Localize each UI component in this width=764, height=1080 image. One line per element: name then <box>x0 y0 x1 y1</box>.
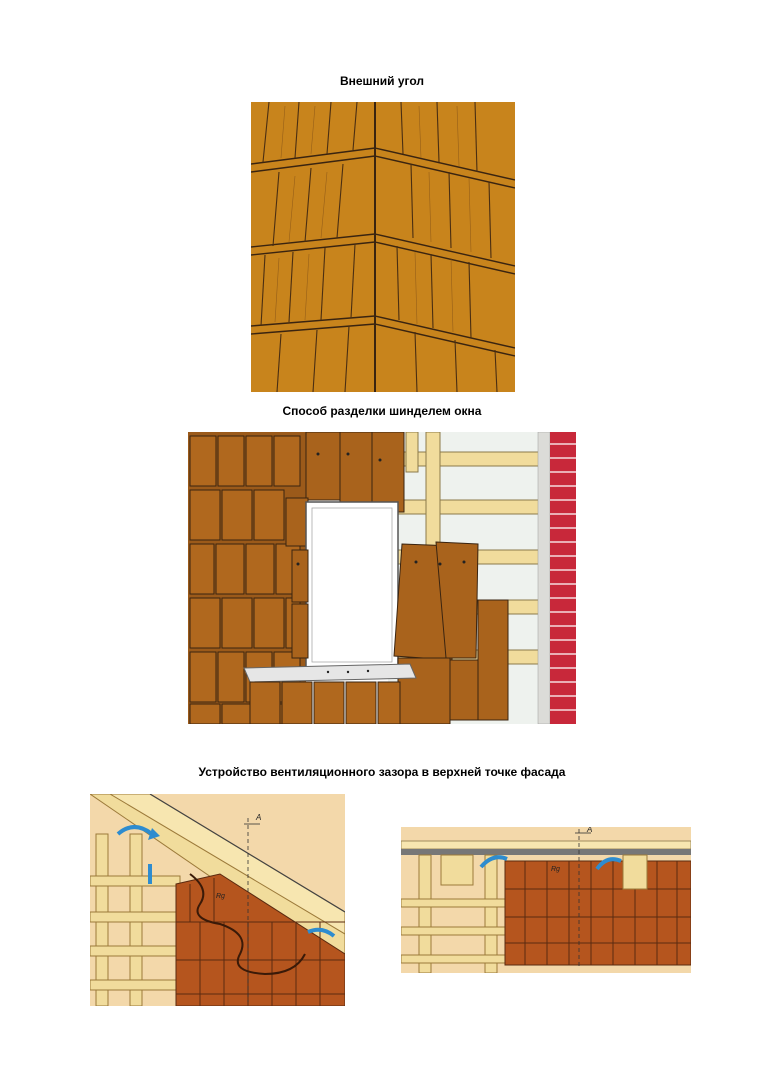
gap-mark-rg-top: Rg <box>551 866 560 873</box>
figure-window-trim <box>188 432 576 724</box>
caption-ventilation-gap: Устройство вентиляционного зазора в верхней точке фасада <box>198 765 566 779</box>
gap-mark-rg: Rg <box>216 893 225 900</box>
outer-corner-illustration <box>251 102 515 392</box>
section-mark-a: A <box>256 813 262 822</box>
window-trim-illustration <box>188 432 576 724</box>
caption-window-trim: Способ разделки шинделем окна <box>282 404 482 418</box>
caption-outer-corner: Внешний угол <box>339 74 425 88</box>
figure-ventilation-top <box>401 827 691 973</box>
section-mark-a-top: A <box>587 827 593 834</box>
figure-outer-corner <box>251 102 515 392</box>
figure-ventilation-slope <box>90 794 345 1006</box>
ventilation-top-illustration <box>401 827 691 973</box>
ventilation-slope-illustration <box>90 794 345 1006</box>
